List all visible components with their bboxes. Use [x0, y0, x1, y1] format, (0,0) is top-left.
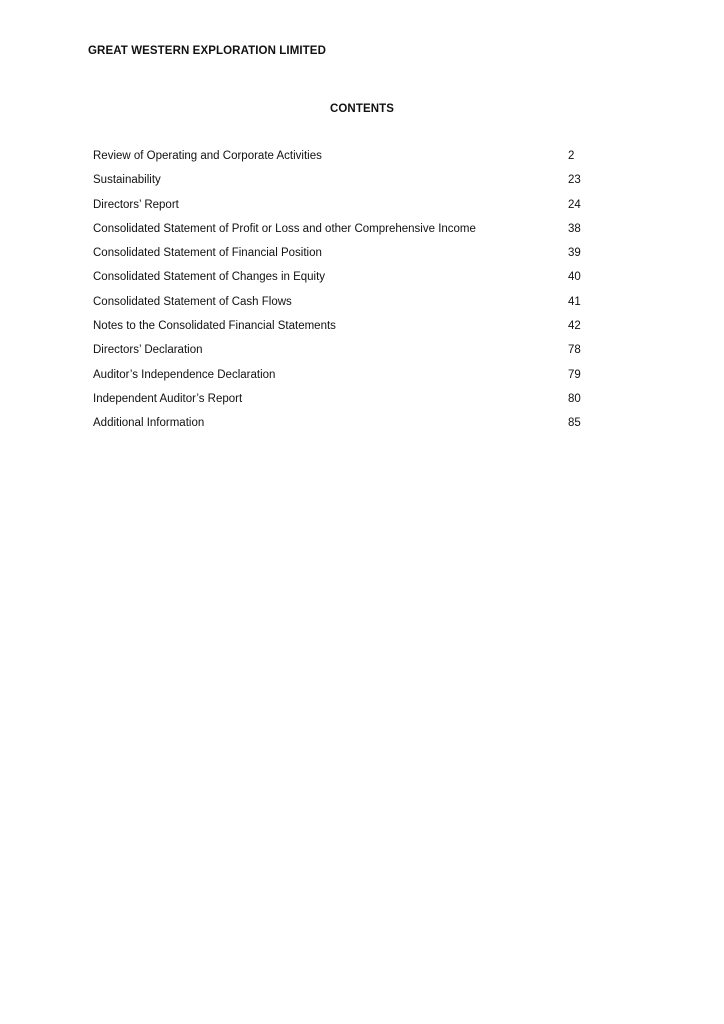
toc-label: Directors’ Report: [93, 198, 179, 211]
toc-label: Additional Information: [93, 417, 205, 430]
toc-row-cash-flows: [93, 294, 593, 318]
toc-row-additional-information: [93, 415, 593, 439]
toc-page-number: 42: [568, 320, 581, 333]
toc-page-number: 39: [568, 247, 581, 260]
toc-row-notes: [93, 318, 593, 342]
toc-page-number: 40: [568, 271, 581, 284]
toc-row-profit-or-loss: [93, 221, 593, 245]
toc-label: Directors’ Declaration: [93, 344, 203, 357]
toc-page-number: 80: [568, 392, 581, 405]
toc-page-number: 24: [568, 198, 581, 211]
toc-label: Auditor’s Independence Declaration: [93, 368, 276, 381]
toc-page-number: 85: [568, 417, 581, 430]
toc-row-auditor-report: [93, 391, 593, 415]
toc-row-review-operating-activities: [93, 148, 593, 172]
toc-label: Sustainability: [93, 174, 161, 187]
toc-page-number: 78: [568, 344, 581, 357]
toc-page-number: 38: [568, 222, 581, 235]
table-of-contents: [93, 148, 593, 440]
toc-label: Consolidated Statement of Profit or Loss and other Comprehensive Income: [93, 222, 476, 235]
contents-title: CONTENTS: [329, 103, 395, 115]
toc-page-number: 23: [568, 174, 581, 187]
toc-label: Notes to the Consolidated Financial Statements: [93, 320, 336, 333]
toc-page-number: 41: [568, 295, 581, 308]
toc-label: Consolidated Statement of Cash Flows: [93, 295, 292, 308]
toc-page-number: 2: [568, 150, 575, 162]
toc-row-changes-in-equity: [93, 269, 593, 293]
toc-row-directors-report: [93, 197, 593, 221]
toc-label: Review of Operating and Corporate Activities: [93, 150, 322, 162]
toc-label: Independent Auditor’s Report: [93, 392, 243, 405]
toc-row-sustainability: [93, 172, 593, 196]
toc-row-financial-position: [93, 245, 593, 269]
toc-label: Consolidated Statement of Changes in Equity: [93, 271, 326, 284]
toc-page-number: 79: [568, 368, 581, 381]
toc-row-directors-declaration: [93, 342, 593, 366]
toc-row-auditor-independence: [93, 367, 593, 391]
toc-label: Consolidated Statement of Financial Position: [93, 247, 322, 260]
company-name: GREAT WESTERN EXPLORATION LIMITED: [88, 45, 326, 57]
